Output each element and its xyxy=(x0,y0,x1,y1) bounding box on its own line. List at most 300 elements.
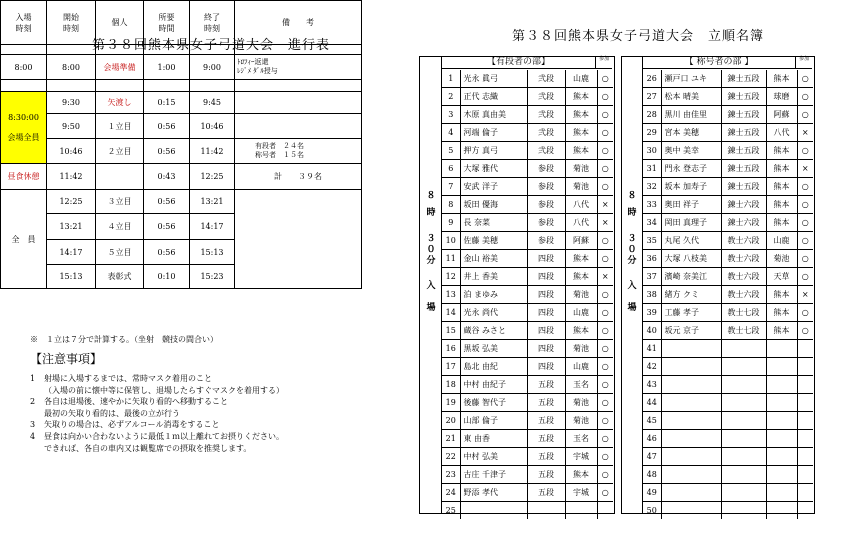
caution-item xyxy=(30,385,284,397)
row8-event: ５立目 xyxy=(96,240,144,265)
entry-number: 10 xyxy=(442,232,460,250)
entry-name: 坂田 優海 xyxy=(460,196,527,214)
roster-row xyxy=(643,304,813,322)
roster-row xyxy=(442,286,613,304)
entry-rank: 錬士五段 xyxy=(721,88,766,106)
entry-number: 9 xyxy=(442,214,460,232)
entry-prefecture: 熊本 xyxy=(565,268,597,286)
entry-rank: 弐段 xyxy=(527,124,565,142)
entry-name: 井上 香美 xyxy=(460,268,527,286)
entry-number: 21 xyxy=(442,430,460,448)
titled-vlabel-2: ３ xyxy=(627,234,637,244)
row5-end: 12:25 xyxy=(190,164,235,190)
entry-number: 19 xyxy=(442,394,460,412)
roster-row xyxy=(643,322,813,340)
entry-name xyxy=(661,448,721,466)
entry-attendance: ○ xyxy=(797,142,813,160)
entry-number: 12 xyxy=(442,268,460,286)
entry-attendance: × xyxy=(597,214,613,232)
entry-name: 黒坂 弘美 xyxy=(460,340,527,358)
entry-name: 中村 弘美 xyxy=(460,448,527,466)
titled-roster xyxy=(621,56,815,514)
entry-rank: 参段 xyxy=(527,232,565,250)
dan-vlabel-1: 時 xyxy=(426,208,436,218)
roster-row xyxy=(442,448,613,466)
entry-rank xyxy=(721,358,766,376)
row9-event: 表彰式 xyxy=(96,265,144,289)
caution-list xyxy=(30,373,284,454)
entry-attendance: ○ xyxy=(597,376,613,394)
entry-prefecture: 菊池 xyxy=(565,340,597,358)
entry-attendance: × xyxy=(797,124,813,142)
caution-item-number: 1 xyxy=(30,374,36,383)
entry-attendance: ○ xyxy=(597,286,613,304)
caution-item-number xyxy=(30,408,44,420)
entry-number: 37 xyxy=(643,268,661,286)
entry-prefecture: 八代 xyxy=(565,196,597,214)
entry-number: 30 xyxy=(643,142,661,160)
roster-row xyxy=(643,376,813,394)
entry-rank: 錬士五段 xyxy=(721,142,766,160)
entry-attendance: × xyxy=(597,196,613,214)
roster-row xyxy=(442,268,613,286)
entry-attendance: ○ xyxy=(597,70,613,88)
entry-attendance: ○ xyxy=(597,178,613,196)
dan-vlabel-3: ０ xyxy=(426,245,436,255)
dan-attend-label: 参加 xyxy=(595,56,612,68)
entry-number: 32 xyxy=(643,178,661,196)
entry-name: 河端 倫子 xyxy=(460,124,527,142)
entry-number: 36 xyxy=(643,250,661,268)
entry-rank: 教士七段 xyxy=(721,322,766,340)
entry-rank: 四段 xyxy=(527,340,565,358)
row9-duration: 0:10 xyxy=(144,265,190,289)
entry-name: 光永 眞弓 xyxy=(460,70,527,88)
caution-item-text: できれば、各自の車内又は観覧席での摂取を推奨します。 xyxy=(44,443,252,453)
roster-row xyxy=(643,448,813,466)
entry-rank xyxy=(721,376,766,394)
roster-row xyxy=(643,250,813,268)
entry-prefecture: 菊池 xyxy=(565,160,597,178)
entry-attendance xyxy=(797,484,813,502)
caution-item-text: 射場に入場するまでは、常時マスク着用のこと xyxy=(44,374,212,383)
entry-name xyxy=(661,376,721,394)
entry-prefecture xyxy=(766,466,797,484)
roster-row xyxy=(643,502,813,520)
entry-attendance: ○ xyxy=(597,448,613,466)
entry-attendance xyxy=(597,502,613,520)
header-duration: 所要 時間 xyxy=(144,1,190,45)
entry-name xyxy=(661,412,721,430)
roster-row xyxy=(442,106,613,124)
row4-event: ２立目 xyxy=(96,139,144,164)
dan-vlabel-2: ３ xyxy=(426,234,436,244)
entry-attendance xyxy=(797,466,813,484)
entry-rank: 弐段 xyxy=(527,142,565,160)
row2-end: 9:45 xyxy=(190,92,235,114)
dan-vlabel-5: 入 xyxy=(426,281,436,291)
entry-rank: 四段 xyxy=(527,268,565,286)
row8-duration: 0:56 xyxy=(144,240,190,265)
entry-name xyxy=(661,394,721,412)
entry-attendance xyxy=(797,358,813,376)
row4-note: 有段者 ２４名 称号者 １５名 xyxy=(235,139,362,164)
entry-name: 佐藤 美穂 xyxy=(460,232,527,250)
entry-rank: 錬士六段 xyxy=(721,196,766,214)
entry-attendance: ○ xyxy=(797,232,813,250)
row3-start: 9:50 xyxy=(47,114,96,139)
entry-number: 8 xyxy=(442,196,460,214)
row1-note: ﾄﾛﾌｨｰ返還 ﾚｼﾞﾒ ﾀﾞﾙ授与 xyxy=(235,55,362,80)
row7-start: 13:21 xyxy=(47,214,96,240)
row3-duration: 0:56 xyxy=(144,114,190,139)
entry-prefecture: 球磨 xyxy=(766,88,797,106)
entry-name: 宮本 美穂 xyxy=(661,124,721,142)
titled-header-label: 【 称号者の部 】 xyxy=(684,57,754,67)
entry-name: 泊 まゆみ xyxy=(460,286,527,304)
entry-rank: 教士六段 xyxy=(721,268,766,286)
entry-number: 25 xyxy=(442,502,460,520)
entry-number: 28 xyxy=(643,106,661,124)
roster-row xyxy=(442,196,613,214)
entry-name xyxy=(460,502,527,520)
entry-number: 23 xyxy=(442,466,460,484)
entry-number: 17 xyxy=(442,358,460,376)
entry-rank: 参段 xyxy=(527,178,565,196)
entry-name: 安武 洋子 xyxy=(460,178,527,196)
caution-item-number: 4 xyxy=(30,431,36,441)
entry-prefecture: 山鹿 xyxy=(565,304,597,322)
entry-prefecture: 菊池 xyxy=(565,286,597,304)
caution-item-number xyxy=(30,385,44,397)
entry-name: 押方 真弓 xyxy=(460,142,527,160)
caution-item xyxy=(30,431,284,443)
entry-name xyxy=(661,430,721,448)
entry-attendance: ○ xyxy=(797,196,813,214)
entry-attendance xyxy=(797,430,813,448)
entry-number: 24 xyxy=(442,484,460,502)
entry-name: 東 由香 xyxy=(460,430,527,448)
entry-attendance: ○ xyxy=(597,142,613,160)
entry-prefecture: 宇城 xyxy=(565,448,597,466)
entry-number: 16 xyxy=(442,340,460,358)
entry-attendance xyxy=(797,502,813,520)
entry-rank: 五段 xyxy=(527,412,565,430)
entry-name: 木原 真由美 xyxy=(460,106,527,124)
entry-name: 奥田 祥子 xyxy=(661,196,721,214)
entry-name: 大塚 雅代 xyxy=(460,160,527,178)
entry-rank: 弐段 xyxy=(527,88,565,106)
roster-title: 第３８回熊本県女子弓道大会 立順名簿 xyxy=(512,29,765,44)
entry-rank xyxy=(721,484,766,502)
entry-number: 4 xyxy=(442,124,460,142)
entry-number: 11 xyxy=(442,250,460,268)
entry-rank: 五段 xyxy=(527,394,565,412)
entry-number: 44 xyxy=(643,394,661,412)
entry-name xyxy=(661,484,721,502)
roster-row xyxy=(442,502,613,520)
entry-prefecture: 熊本 xyxy=(766,142,797,160)
entry-attendance: ○ xyxy=(597,232,613,250)
entry-prefecture: 菊池 xyxy=(766,250,797,268)
roster-row xyxy=(643,268,813,286)
entry-name: 坂元 京子 xyxy=(661,322,721,340)
roster-row xyxy=(442,160,613,178)
entry-rank xyxy=(721,412,766,430)
entry-attendance: ○ xyxy=(597,322,613,340)
entry-name xyxy=(661,340,721,358)
roster-row xyxy=(442,394,613,412)
roster-row xyxy=(643,88,813,106)
entry-prefecture: 阿蘇 xyxy=(565,232,597,250)
entry-prefecture: 菊池 xyxy=(565,178,597,196)
entry-rank: 五段 xyxy=(527,466,565,484)
roster-row xyxy=(442,70,613,88)
row2-event: 矢渡し xyxy=(96,92,144,114)
row6-entry: 全 員 xyxy=(1,190,47,289)
roster-row xyxy=(643,124,813,142)
roster-row xyxy=(643,160,813,178)
entry-prefecture xyxy=(766,502,797,520)
roster-row xyxy=(643,394,813,412)
roster-row xyxy=(643,214,813,232)
titled-vlabel-0: ８ xyxy=(627,191,637,201)
entry-name: 門永 登志子 xyxy=(661,160,721,178)
dan-vlabel-6: 場 xyxy=(426,303,436,313)
entry-rank xyxy=(721,340,766,358)
entry-rank: 弐段 xyxy=(527,106,565,124)
entry-name: 野添 孝代 xyxy=(460,484,527,502)
entry-prefecture: 熊本 xyxy=(565,250,597,268)
entry-attendance: × xyxy=(797,286,813,304)
caution-item xyxy=(30,443,284,455)
entry-rank: 五段 xyxy=(527,484,565,502)
caution-item xyxy=(30,408,284,420)
entry-prefecture: 熊本 xyxy=(766,286,797,304)
entry-name: 山部 倫子 xyxy=(460,412,527,430)
entry-attendance xyxy=(797,340,813,358)
entry-attendance: ○ xyxy=(797,214,813,232)
caution-item-text: 昼食は向かい合わないように最低１ｍ以上離れてお摂りください。 xyxy=(44,431,284,441)
row6-event: ３立目 xyxy=(96,190,144,214)
titled-vlabel-3: ０ xyxy=(627,245,637,255)
roster-row xyxy=(643,484,813,502)
entry-prefecture: 八代 xyxy=(766,124,797,142)
entry-number: 2 xyxy=(442,88,460,106)
entry-rank: 五段 xyxy=(527,430,565,448)
entry-prefecture xyxy=(766,358,797,376)
entry-number: 49 xyxy=(643,484,661,502)
roster-row xyxy=(643,196,813,214)
entry-prefecture: 玉名 xyxy=(565,430,597,448)
roster-row xyxy=(442,214,613,232)
row4-end: 11:42 xyxy=(190,139,235,164)
entry-rank: 五段 xyxy=(527,448,565,466)
entry-prefecture: 菊池 xyxy=(565,394,597,412)
caution-title: 【注意事項】 xyxy=(30,352,103,366)
entry-prefecture: 熊本 xyxy=(565,88,597,106)
row5-note: 計 ３９名 xyxy=(235,164,362,190)
row2-entry: 8:30:00 会場全員 xyxy=(1,92,47,164)
caution-item xyxy=(30,419,284,431)
roster-row xyxy=(643,466,813,484)
roster-row xyxy=(442,88,613,106)
entry-name xyxy=(661,466,721,484)
entry-prefecture: 天草 xyxy=(766,268,797,286)
entry-name xyxy=(661,358,721,376)
row3-end: 10:46 xyxy=(190,114,235,139)
entry-name: 工藤 孝子 xyxy=(661,304,721,322)
entry-number: 48 xyxy=(643,466,661,484)
entry-number: 35 xyxy=(643,232,661,250)
roster-row xyxy=(442,232,613,250)
entry-prefecture xyxy=(766,412,797,430)
header-start-time: 開始 時刻 xyxy=(47,1,96,45)
entry-attendance: ○ xyxy=(597,250,613,268)
entry-number: 38 xyxy=(643,286,661,304)
roster-row xyxy=(643,106,813,124)
row6-duration: 0:56 xyxy=(144,190,190,214)
entry-attendance: ○ xyxy=(597,124,613,142)
entry-name: 光永 尚代 xyxy=(460,304,527,322)
entry-rank xyxy=(527,502,565,520)
entry-prefecture: 熊本 xyxy=(565,106,597,124)
row6-end: 13:21 xyxy=(190,190,235,214)
entry-prefecture: 菊池 xyxy=(565,412,597,430)
entry-name xyxy=(661,502,721,520)
titled-attend-label: 参加 xyxy=(795,56,812,68)
entry-prefecture: 宇城 xyxy=(565,484,597,502)
entry-name: 大塚 八枝美 xyxy=(661,250,721,268)
roster-row xyxy=(442,358,613,376)
entry-number: 34 xyxy=(643,214,661,232)
entry-name: 丸尾 久代 xyxy=(661,232,721,250)
entry-number: 29 xyxy=(643,124,661,142)
entry-number: 46 xyxy=(643,430,661,448)
entry-attendance: ○ xyxy=(597,340,613,358)
roster-row xyxy=(442,376,613,394)
entry-prefecture: 熊本 xyxy=(766,304,797,322)
entry-attendance xyxy=(797,394,813,412)
entry-rank xyxy=(721,394,766,412)
roster-row xyxy=(643,142,813,160)
row7-duration: 0:56 xyxy=(144,214,190,240)
entry-prefecture: 熊本 xyxy=(766,322,797,340)
row5-duration: 0:43 xyxy=(144,164,190,190)
entry-name: 島北 由紀 xyxy=(460,358,527,376)
roster-row xyxy=(643,178,813,196)
entry-attendance xyxy=(797,376,813,394)
row7-event: ４立目 xyxy=(96,214,144,240)
entry-attendance: × xyxy=(797,160,813,178)
row7-end: 14:17 xyxy=(190,214,235,240)
row5-start: 11:42 xyxy=(47,164,96,190)
entry-name: 瀬戸口 ユキ xyxy=(661,70,721,88)
roster-row xyxy=(442,412,613,430)
row8-start: 14:17 xyxy=(47,240,96,265)
row8-end: 15:13 xyxy=(190,240,235,265)
dan-vertical-label xyxy=(424,191,438,314)
entry-rank: 錬士五段 xyxy=(721,106,766,124)
entry-rank: 四段 xyxy=(527,304,565,322)
entry-prefecture: 山鹿 xyxy=(565,70,597,88)
entry-rank: 五段 xyxy=(527,376,565,394)
roster-row xyxy=(643,340,813,358)
header-individual: 個人 xyxy=(96,1,144,45)
caution-item-text: 最初の矢取り看的は、最後の立が行う xyxy=(44,408,180,418)
roster-row xyxy=(643,232,813,250)
roster-row xyxy=(643,70,813,88)
entry-attendance: ○ xyxy=(597,412,613,430)
entry-prefecture: 熊本 xyxy=(766,160,797,178)
entry-number: 45 xyxy=(643,412,661,430)
entry-number: 33 xyxy=(643,196,661,214)
entry-name: 長 奈菜 xyxy=(460,214,527,232)
entry-attendance: ○ xyxy=(797,304,813,322)
entry-prefecture xyxy=(766,376,797,394)
roster-row xyxy=(442,250,613,268)
header-entry-time: 入場 時刻 xyxy=(1,1,47,45)
entry-number: 15 xyxy=(442,322,460,340)
entry-number: 43 xyxy=(643,376,661,394)
entry-rank: 参段 xyxy=(527,214,565,232)
entry-prefecture: 山鹿 xyxy=(766,232,797,250)
entry-name: 金山 裕美 xyxy=(460,250,527,268)
roster-row xyxy=(442,124,613,142)
entry-prefecture xyxy=(766,394,797,412)
roster-row xyxy=(442,178,613,196)
entry-number: 39 xyxy=(643,304,661,322)
entry-attendance: ○ xyxy=(597,358,613,376)
entry-prefecture: 阿蘇 xyxy=(766,106,797,124)
entry-rank: 参段 xyxy=(527,196,565,214)
schedule-title: 第３８回熊本県女子弓道大会 進行表 xyxy=(92,38,331,53)
entry-attendance: ○ xyxy=(797,250,813,268)
entry-attendance: ○ xyxy=(597,394,613,412)
row4-start: 10:46 xyxy=(47,139,96,164)
entry-prefecture: 熊本 xyxy=(565,322,597,340)
entry-rank: 錬士五段 xyxy=(721,70,766,88)
roster-row xyxy=(643,430,813,448)
entry-name: 中村 由紀子 xyxy=(460,376,527,394)
entry-rank: 錬士六段 xyxy=(721,214,766,232)
entry-rank: 教士六段 xyxy=(721,250,766,268)
entry-name: 正代 志織 xyxy=(460,88,527,106)
entry-number: 22 xyxy=(442,448,460,466)
titled-vertical-label xyxy=(625,191,639,314)
row3-event: １立目 xyxy=(96,114,144,139)
entry-attendance: ○ xyxy=(797,106,813,124)
entry-rank xyxy=(721,430,766,448)
caution-item-text: （入場の前に懐中等に保管し、退場したらすぐマスクを着用する） xyxy=(44,385,284,395)
entry-name: 後藤 智代子 xyxy=(460,394,527,412)
entry-number: 42 xyxy=(643,358,661,376)
roster-row xyxy=(442,340,613,358)
caution-item-number: 3 xyxy=(30,420,36,430)
entry-name: 岡田 真理子 xyxy=(661,214,721,232)
entry-prefecture: 熊本 xyxy=(565,142,597,160)
entry-attendance: ○ xyxy=(597,88,613,106)
entry-rank: 四段 xyxy=(527,250,565,268)
entry-number: 14 xyxy=(442,304,460,322)
entry-prefecture xyxy=(766,484,797,502)
entry-rank: 参段 xyxy=(527,160,565,178)
entry-prefecture: 熊本 xyxy=(766,214,797,232)
row5-entry: 昼食休憩 xyxy=(1,164,47,190)
entry-number: 3 xyxy=(442,106,460,124)
entry-rank: 教士六段 xyxy=(721,232,766,250)
entry-prefecture: 八代 xyxy=(565,214,597,232)
